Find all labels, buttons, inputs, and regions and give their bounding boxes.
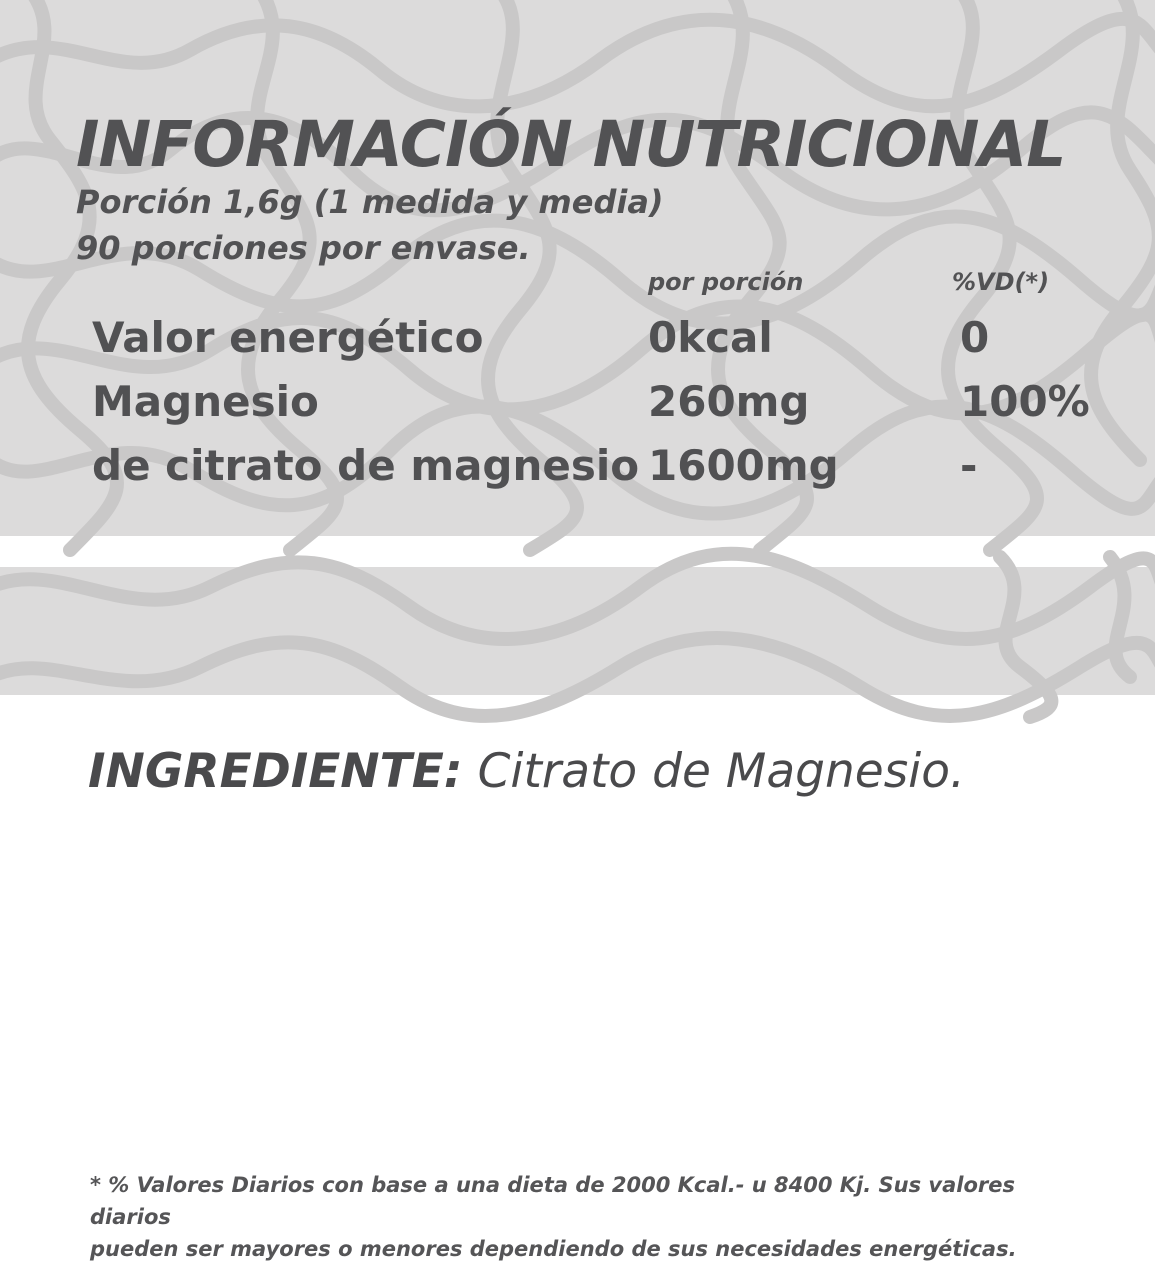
ingredients-label: INGREDIENTE: — [88, 744, 463, 799]
footnote-line-1: * % Valores Diarios con base a una dieta de 2000 Kcal.- u 8400 Kj. Sus valores diarios — [90, 1173, 1016, 1229]
column-header-daily-value: %VD(*) — [952, 268, 1050, 296]
background-pattern — [0, 567, 1155, 695]
table-row — [0, 377, 1155, 437]
ingredients-line — [88, 744, 965, 799]
table-row — [0, 441, 1155, 501]
nutrient-amount: 260mg — [648, 377, 810, 426]
page-title: INFORMACIÓN NUTRICIONAL — [76, 108, 1066, 181]
nutrient-amount: 0kcal — [648, 313, 773, 362]
nutrient-amount: 1600mg — [648, 441, 839, 490]
nutrient-daily-value: - — [960, 441, 978, 490]
table-row — [0, 313, 1155, 373]
nutrient-daily-value: 100% — [960, 377, 1090, 426]
nutrient-name: Valor energético — [92, 313, 484, 362]
serving-size: Porción 1,6g (1 medida y media) — [76, 183, 664, 221]
nutrient-name: Magnesio — [92, 377, 319, 426]
ingredients-value: Citrato de Magnesio. — [477, 744, 965, 799]
servings-per-container: 90 porciones por envase. — [76, 229, 531, 267]
nutrient-name: de citrato de magnesio — [92, 441, 640, 490]
nutrition-panel — [0, 0, 1155, 536]
nutrient-daily-value: 0 — [960, 313, 990, 362]
daily-values-footnote — [90, 1169, 1090, 1265]
footnote-line-2: pueden ser mayores o menores dependiendo de sus necesidades energéticas. — [90, 1237, 1017, 1261]
column-header-per-serving: por porción — [648, 268, 804, 296]
